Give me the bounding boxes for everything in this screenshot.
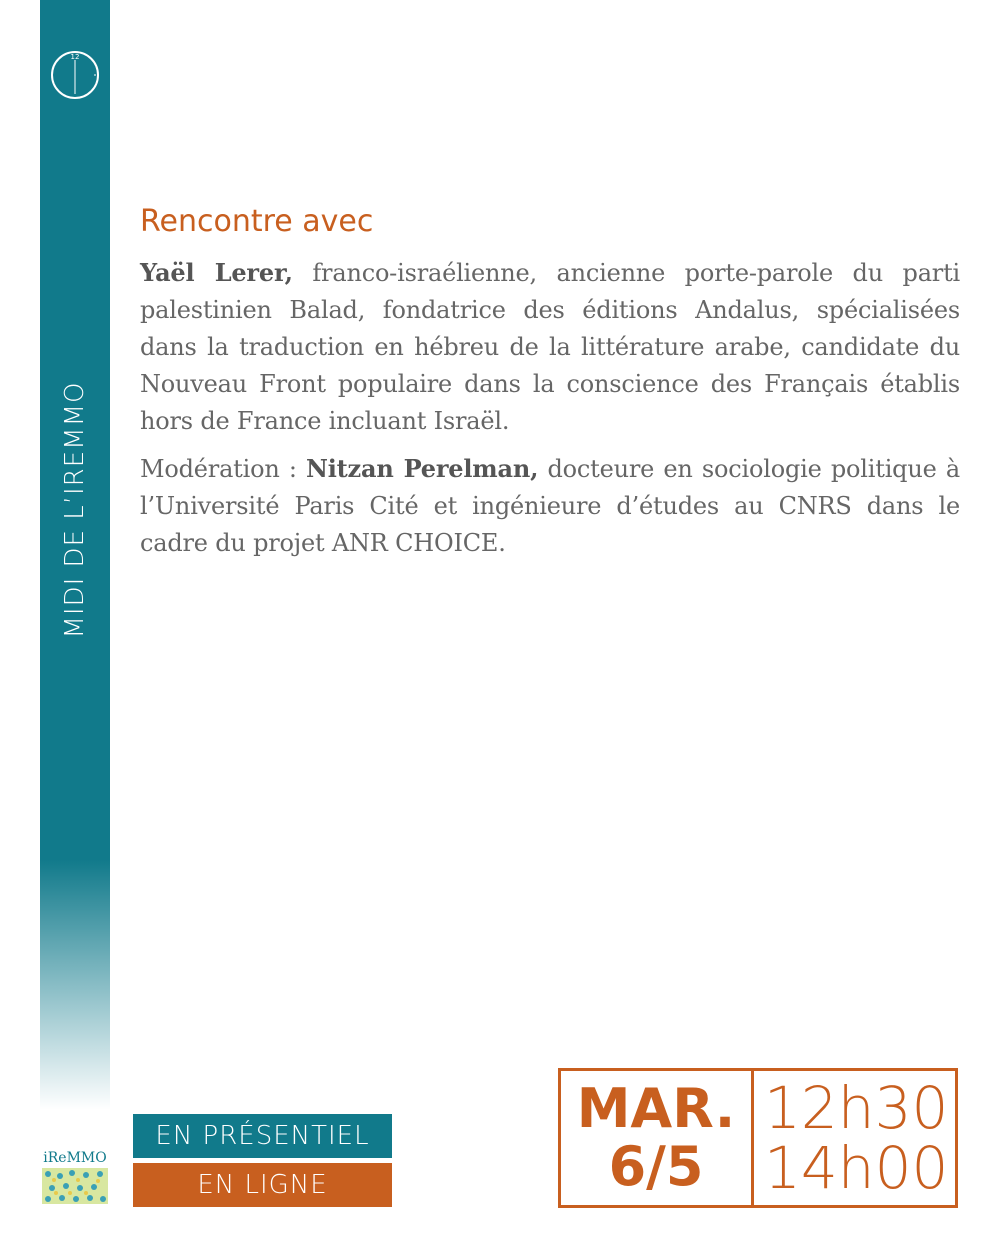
moderator-name: Nitzan Perelman, [306, 454, 539, 483]
event-date-box [558, 1068, 958, 1208]
time-block [754, 1071, 955, 1205]
moderation-label: Modération : [140, 455, 297, 483]
clock-icon [50, 50, 100, 100]
logo-mosaic-icon [40, 1166, 110, 1206]
moderator-bio: docteure en sociologie politique à l’Université Paris Cité et ingénieure d’études au CNRS dans le cadre du projet ANR CHOICE. [140, 455, 960, 557]
clock-label: 12 [70, 53, 80, 61]
date-block [561, 1071, 754, 1205]
speaker-paragraph [140, 254, 960, 440]
speaker-name: Yaël Lerer, [140, 258, 293, 287]
end-time: 14h00 [764, 1134, 949, 1202]
speaker-bio: franco-israélienne, ancienne porte-parole du parti palestinien Balad, fondatrice des éditions Andalus, spécialisées dans la traduction en hébreu de la littérature arabe, candidate du Nouveau Front populaire dans la conscience des Français établis hors de France incluant Israël. [140, 259, 960, 435]
in-person-badge: EN PRÉSENTIEL [133, 1114, 392, 1158]
event-description [140, 200, 960, 572]
start-time: 12h30 [764, 1074, 949, 1142]
event-day: MAR. [576, 1077, 736, 1140]
sidebar-title: MIDI DE L’IREMMO [60, 381, 90, 639]
event-date: 6/5 [608, 1135, 704, 1198]
iremmo-logo [40, 1150, 110, 1208]
moderator-paragraph [140, 450, 960, 562]
logo-text: iReMMO [43, 1150, 107, 1166]
online-badge: EN LIGNE [133, 1163, 392, 1207]
heading: Rencontre avec [140, 204, 374, 239]
